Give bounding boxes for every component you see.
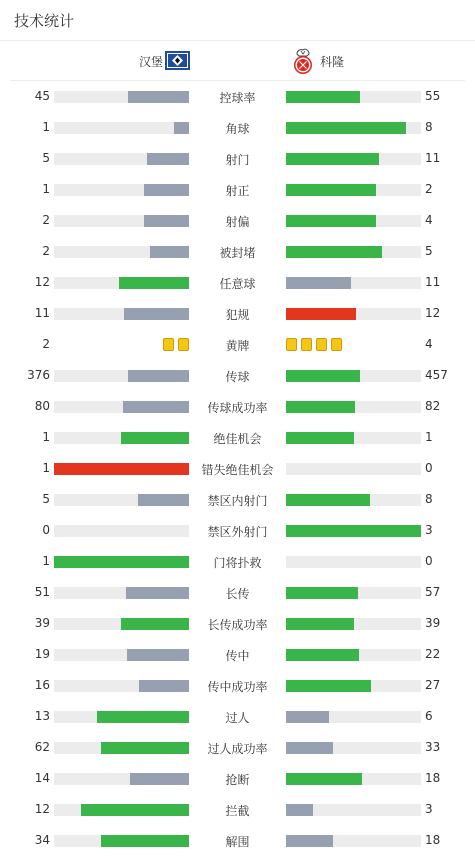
away-value: 0 (425, 554, 433, 568)
home-bar-track (54, 835, 189, 847)
away-value: 27 (425, 678, 441, 692)
away-value: 4 (425, 337, 433, 351)
stat-row (0, 825, 475, 856)
home-value: 2 (42, 244, 50, 258)
away-bar-fill (286, 804, 313, 816)
away-bar-fill (286, 432, 354, 444)
away-value: 1 (425, 430, 433, 444)
stat-row (0, 453, 475, 484)
away-value: 82 (425, 399, 441, 413)
home-bar-fill (97, 711, 189, 723)
away-bar-track (286, 587, 421, 599)
away-bar-fill (286, 835, 333, 847)
stat-row (0, 763, 475, 794)
stat-row (0, 112, 475, 143)
away-bar-fill (286, 184, 376, 196)
away-bar-track (286, 246, 421, 258)
home-bar-track (54, 525, 189, 537)
home-value: 376 (27, 368, 50, 382)
home-bar-fill (127, 649, 189, 661)
away-bar-fill (286, 773, 362, 785)
home-bar-track (54, 401, 189, 413)
home-bar-track (54, 804, 189, 816)
away-value: 11 (425, 151, 441, 165)
stat-row (0, 546, 475, 577)
home-bar-track (54, 277, 189, 289)
home-value: 19 (34, 647, 50, 661)
home-value: 51 (34, 585, 50, 599)
away-bar-track (286, 308, 421, 320)
home-bar-track (54, 308, 189, 320)
away-bar-track (286, 649, 421, 661)
stat-row (0, 267, 475, 298)
stat-row (0, 608, 475, 639)
away-bar-track (286, 680, 421, 692)
away-bar-track (286, 742, 421, 754)
away-value: 8 (425, 492, 433, 506)
stat-row (0, 670, 475, 701)
away-value: 12 (425, 306, 441, 320)
away-value: 55 (425, 89, 441, 103)
away-bar-track (286, 494, 421, 506)
home-bar-fill (144, 215, 189, 227)
stat-label: 控球率 (219, 91, 256, 105)
stat-label: 任意球 (219, 277, 256, 291)
stat-row (0, 639, 475, 670)
home-value: 14 (34, 771, 50, 785)
away-bar-fill (286, 525, 421, 537)
stat-label: 传中成功率 (207, 680, 268, 694)
home-team-logo-icon (165, 51, 190, 70)
stat-label: 射偏 (225, 215, 250, 229)
home-value: 62 (34, 740, 50, 754)
home-bar-track (54, 773, 189, 785)
home-value: 16 (34, 678, 50, 692)
stat-label: 角球 (225, 122, 250, 136)
away-value: 4 (425, 213, 433, 227)
away-bar-track (286, 525, 421, 537)
yellow-card-icon (163, 338, 174, 351)
stat-row (0, 577, 475, 608)
away-bar-fill (286, 370, 360, 382)
away-bar-track (286, 835, 421, 847)
stat-label: 拦截 (225, 804, 250, 818)
home-value: 80 (34, 399, 50, 413)
stats-header (0, 0, 475, 41)
home-bar-track (54, 556, 189, 568)
away-bar-track (286, 122, 421, 134)
home-bar-fill (101, 742, 189, 754)
yellow-card-icon (316, 338, 327, 351)
yellow-card-icon (301, 338, 312, 351)
away-value: 18 (425, 833, 441, 847)
home-bar-fill (81, 804, 189, 816)
home-value: 34 (34, 833, 50, 847)
away-bar-fill (286, 494, 370, 506)
away-value: 22 (425, 647, 441, 661)
home-bar-fill (121, 432, 189, 444)
away-bar-fill (286, 277, 351, 289)
stat-label: 抢断 (225, 773, 250, 787)
away-value: 3 (425, 802, 433, 816)
stats-list (0, 81, 475, 856)
away-bar-fill (286, 308, 356, 320)
stat-row (0, 515, 475, 546)
stat-row (0, 794, 475, 825)
stat-row (0, 298, 475, 329)
away-bar-track (286, 401, 421, 413)
away-value: 457 (425, 368, 448, 382)
away-bar-fill (286, 153, 379, 165)
stat-row (0, 391, 475, 422)
stat-row (0, 143, 475, 174)
home-bar-fill (147, 153, 189, 165)
home-value: 45 (34, 89, 50, 103)
away-bar-fill (286, 742, 333, 754)
home-yellow-cards (163, 338, 189, 351)
home-value: 2 (42, 337, 50, 351)
away-bar-track (286, 618, 421, 630)
away-bar-fill (286, 680, 371, 692)
away-bar-fill (286, 91, 360, 103)
away-bar-fill (286, 711, 329, 723)
home-bar-track (54, 494, 189, 506)
home-value: 1 (42, 182, 50, 196)
home-value: 39 (34, 616, 50, 630)
home-value: 1 (42, 430, 50, 444)
home-value: 5 (42, 151, 50, 165)
home-bar-track (54, 587, 189, 599)
home-bar-track (54, 122, 189, 134)
home-bar-track (54, 215, 189, 227)
home-value: 1 (42, 554, 50, 568)
stat-row (0, 205, 475, 236)
stat-label: 解围 (225, 835, 250, 849)
home-bar-fill (138, 494, 189, 506)
stat-row (0, 174, 475, 205)
home-bar-track (54, 91, 189, 103)
stat-row (0, 236, 475, 267)
away-bar-fill (286, 618, 354, 630)
away-bar-track (286, 277, 421, 289)
stat-label: 过人成功率 (207, 742, 268, 756)
stat-label: 门将扑救 (213, 556, 262, 570)
away-value: 18 (425, 771, 441, 785)
away-bar-fill (286, 215, 376, 227)
stat-label: 黄牌 (225, 339, 250, 353)
stat-label: 禁区外射门 (207, 525, 268, 539)
home-bar-track (54, 463, 189, 475)
home-bar-fill (128, 370, 189, 382)
stat-label: 绝佳机会 (213, 432, 262, 446)
home-value: 5 (42, 492, 50, 506)
away-bar-track (286, 463, 421, 475)
stat-label: 过人 (225, 711, 250, 725)
home-bar-fill (130, 773, 189, 785)
home-bar-fill (54, 463, 189, 475)
home-value: 1 (42, 120, 50, 134)
away-value: 39 (425, 616, 441, 630)
home-value: 11 (34, 306, 50, 320)
away-bar-track (286, 215, 421, 227)
away-yellow-cards (286, 338, 342, 351)
away-bar-track (286, 91, 421, 103)
away-bar-fill (286, 122, 406, 134)
home-bar-fill (54, 556, 189, 568)
home-bar-fill (126, 587, 189, 599)
home-value: 13 (34, 709, 50, 723)
away-bar-track (286, 804, 421, 816)
home-bar-track (54, 618, 189, 630)
yellow-card-icon (178, 338, 189, 351)
stat-label: 犯规 (225, 308, 250, 322)
away-bar-fill (286, 587, 358, 599)
away-bar-track (286, 711, 421, 723)
stat-row (0, 81, 475, 112)
away-value: 6 (425, 709, 433, 723)
away-bar-track (286, 556, 421, 568)
home-value: 2 (42, 213, 50, 227)
away-value: 0 (425, 461, 433, 475)
yellow-card-icon (286, 338, 297, 351)
away-value: 33 (425, 740, 441, 754)
home-bar-track (54, 432, 189, 444)
stat-label: 长传成功率 (207, 618, 268, 632)
away-value: 11 (425, 275, 441, 289)
stat-label: 传球成功率 (207, 401, 268, 415)
stat-row (0, 732, 475, 763)
away-bar-fill (286, 246, 382, 258)
stat-row (0, 484, 475, 515)
away-bar-track (286, 370, 421, 382)
home-bar-fill (128, 91, 189, 103)
away-value: 57 (425, 585, 441, 599)
home-bar-fill (174, 122, 189, 134)
home-value: 0 (42, 523, 50, 537)
page-title: 技术统计 (14, 12, 75, 30)
away-bar-fill (286, 401, 355, 413)
home-bar-track (54, 184, 189, 196)
stat-label: 长传 (225, 587, 250, 601)
yellow-card-icon (331, 338, 342, 351)
away-value: 8 (425, 120, 433, 134)
home-bar-track (54, 246, 189, 258)
away-team-name: 科隆 (320, 55, 345, 69)
home-bar-track (54, 711, 189, 723)
home-value: 1 (42, 461, 50, 475)
stat-row (0, 360, 475, 391)
stat-label: 传中 (225, 649, 250, 663)
home-bar-track (54, 153, 189, 165)
away-bar-track (286, 184, 421, 196)
away-value: 5 (425, 244, 433, 258)
home-bar-track (54, 680, 189, 692)
home-value: 12 (34, 275, 50, 289)
stat-row (0, 422, 475, 453)
stat-row (0, 701, 475, 732)
home-bar-track (54, 742, 189, 754)
stat-label: 禁区内射门 (207, 494, 268, 508)
stat-label: 错失绝佳机会 (201, 463, 274, 477)
home-bar-fill (150, 246, 189, 258)
away-bar-track (286, 153, 421, 165)
stat-label: 传球 (225, 370, 250, 384)
home-value: 12 (34, 802, 50, 816)
home-bar-fill (139, 680, 189, 692)
home-bar-fill (124, 308, 189, 320)
stat-row (0, 329, 475, 360)
home-team-name: 汉堡 (138, 55, 163, 69)
stat-label: 射门 (225, 153, 250, 167)
home-bar-track (54, 370, 189, 382)
home-bar-track (54, 649, 189, 661)
away-team-logo-icon (292, 48, 314, 75)
away-bar-fill (286, 649, 359, 661)
home-bar-fill (144, 184, 189, 196)
away-value: 3 (425, 523, 433, 537)
away-bar-track (286, 773, 421, 785)
away-value: 2 (425, 182, 433, 196)
stat-label: 射正 (225, 184, 250, 198)
home-bar-fill (123, 401, 189, 413)
away-bar-track (286, 432, 421, 444)
home-bar-fill (119, 277, 189, 289)
home-bar-fill (101, 835, 189, 847)
team-header (10, 41, 465, 81)
home-bar-fill (121, 618, 189, 630)
stat-label: 被封堵 (219, 246, 256, 260)
